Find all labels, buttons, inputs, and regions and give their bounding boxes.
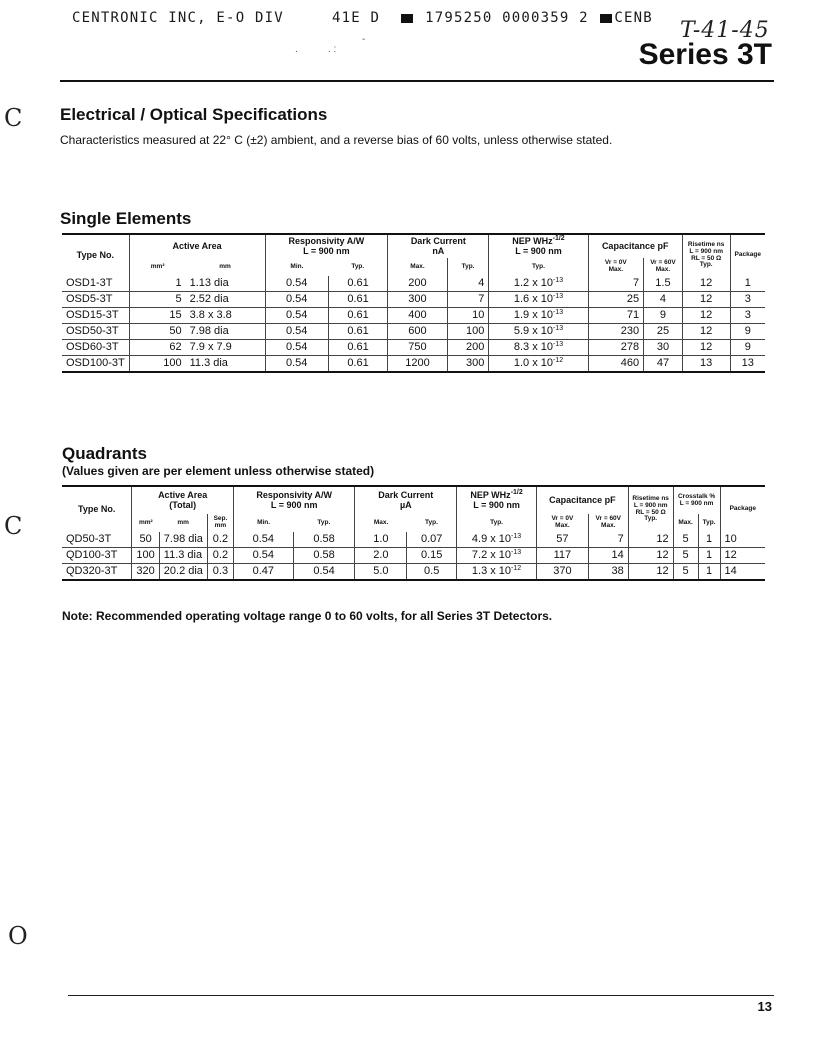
col-responsivity: Responsivity A/W L = 900 nm: [265, 234, 388, 258]
single-elements-title: Single Elements: [60, 209, 192, 228]
footer-rule: [68, 995, 774, 996]
table-row: OSD15-3T 15 3.8 x 3.8 0.54 0.61 400 10 1.9 x $10^{-13}$ 71 9 12 3: [62, 308, 765, 324]
col-resp-min: Min.: [233, 514, 293, 532]
col-dark-current: Dark Current µA: [355, 486, 457, 514]
col-risetime: Risetime ns L = 900 nm RL = 50 Ω Typ.: [682, 234, 730, 276]
black-block-mark: [401, 14, 413, 23]
col-resp-typ: Typ.: [351, 262, 365, 270]
col-capacitance: Capacitance pF: [588, 234, 682, 258]
col-xt-typ: Typ.: [698, 514, 720, 532]
col-nep-typ: Typ.: [457, 514, 537, 532]
col-dark-typ: Typ.: [447, 258, 489, 276]
col-crosstalk: Crosstalk % L = 900 nm: [673, 486, 720, 514]
col-type-no: Type No.: [62, 234, 129, 276]
col-package: Package: [720, 486, 765, 532]
col-cap-60v: Vr = 60V Max.: [644, 258, 683, 276]
col-dark-max: Max.: [355, 514, 407, 532]
binder-hole-mark: C: [4, 104, 23, 132]
col-cap-0v: Vr = 0V Max.: [536, 514, 588, 532]
series-title: Series 3T: [638, 38, 772, 71]
speck-mark: . :: [328, 44, 337, 55]
col-dark-max: Max.: [388, 258, 447, 276]
quadrants-table: [62, 485, 765, 581]
speck-mark: .: [295, 44, 298, 55]
table-row: OSD5-3T 5 2.52 dia 0.54 0.61 300 7 1.6 x $10^{-13}$ 25 4 12 3: [62, 292, 765, 308]
handwritten-note: T-41-45: [680, 18, 770, 43]
col-nep-typ: Typ.: [489, 258, 588, 276]
col-cap-60v: Vr = 60V Max.: [588, 514, 628, 532]
table-row: QD50-3T 50 7.98 dia 0.2 0.54 0.58 1.0 0.07 4.9 x $10^{-13}$ 57 7 12 5 1 10: [62, 532, 765, 548]
table-row: OSD50-3T 50 7.98 dia 0.54 0.61 600 100 5.9 x $10^{-13}$ 230 25 12 9: [62, 324, 765, 340]
col-dark-current: Dark Current nA: [388, 234, 489, 258]
col-area-mm2: mm²: [129, 258, 185, 276]
col-cap-0v: Vr = 0V Max.: [588, 258, 644, 276]
col-resp-min: Min.: [265, 258, 328, 276]
col-package: Package: [730, 234, 765, 276]
table-row: OSD1-3T 1 1.13 dia 0.54 0.61 200 4 1.2 x $10^{-13}$ 7 1.5 12 1: [62, 276, 765, 292]
section-title: Electrical / Optical Specifications: [60, 105, 328, 124]
quadrants-title: Quadrants: [62, 444, 148, 463]
speck-mark: -: [362, 34, 366, 45]
col-capacitance: Capacitance pF: [536, 486, 628, 514]
company-name: CENTRONIC INC, E-O DIV: [72, 10, 284, 26]
col-sep: Sep. mm: [207, 514, 233, 532]
header-rule: [60, 80, 774, 82]
binder-hole-mark: O: [8, 922, 28, 950]
col-area-mm: mm: [177, 518, 189, 526]
section-description: Characteristics measured at 22° C (±2) ambient, and a reverse bias of 60 volts, unless otherwise stated.: [60, 133, 613, 147]
header-code-3: CENB: [614, 10, 653, 26]
binder-hole-mark: C: [4, 512, 23, 540]
operating-voltage-note: Note: Recommended operating voltage range 0 to 60 volts, for all Series 3T Detectors.: [62, 609, 553, 623]
page-number: 13: [757, 999, 772, 1014]
col-active-area: Active Area (Total): [132, 486, 234, 514]
col-xt-max: Max.: [673, 514, 698, 532]
header-line: [72, 10, 653, 26]
table-row: OSD60-3T 62 7.9 x 7.9 0.54 0.61 750 200 8.3 x $10^{-13}$ 278 30 12 9: [62, 340, 765, 356]
quadrants-subtitle: (Values given are per element unless otherwise stated): [62, 464, 375, 478]
table-row: OSD100-3T 100 11.3 dia 0.54 0.61 1200 300 1.0 x $10^{-12}$ 460 47 13 13: [62, 356, 765, 373]
col-nep: NEP WHz$^{-1/2}$ L = 900 nm: [489, 234, 588, 258]
header-code-2: 1795250 0000359 2: [425, 10, 589, 26]
col-active-area: Active Area: [129, 234, 265, 258]
table-row: QD100-3T 100 11.3 dia 0.2 0.54 0.58 2.0 0.15 7.2 x $10^{-13}$ 117 14 12 5 1 12: [62, 548, 765, 564]
col-risetime: Risetime ns L = 900 nm RL = 50 Ω Typ.: [628, 486, 673, 532]
col-area-mm: mm: [219, 262, 231, 270]
col-area-mm2: mm²: [132, 514, 159, 532]
table-row: QD320-3T 320 20.2 dia 0.3 0.47 0.54 5.0 0.5 1.3 x $10^{-12}$ 370 38 12 5 1 14: [62, 564, 765, 581]
col-dark-typ: Typ.: [425, 518, 438, 526]
col-nep: NEP WHz$^{-1/2}$ L = 900 nm: [457, 486, 537, 514]
black-block-mark: [600, 14, 612, 23]
col-responsivity: Responsivity A/W L = 900 nm: [233, 486, 355, 514]
header-code-1: 41E D: [332, 10, 381, 26]
single-elements-table: [62, 233, 765, 373]
col-resp-typ: Typ.: [317, 518, 331, 526]
col-type-no: Type No.: [62, 486, 132, 532]
